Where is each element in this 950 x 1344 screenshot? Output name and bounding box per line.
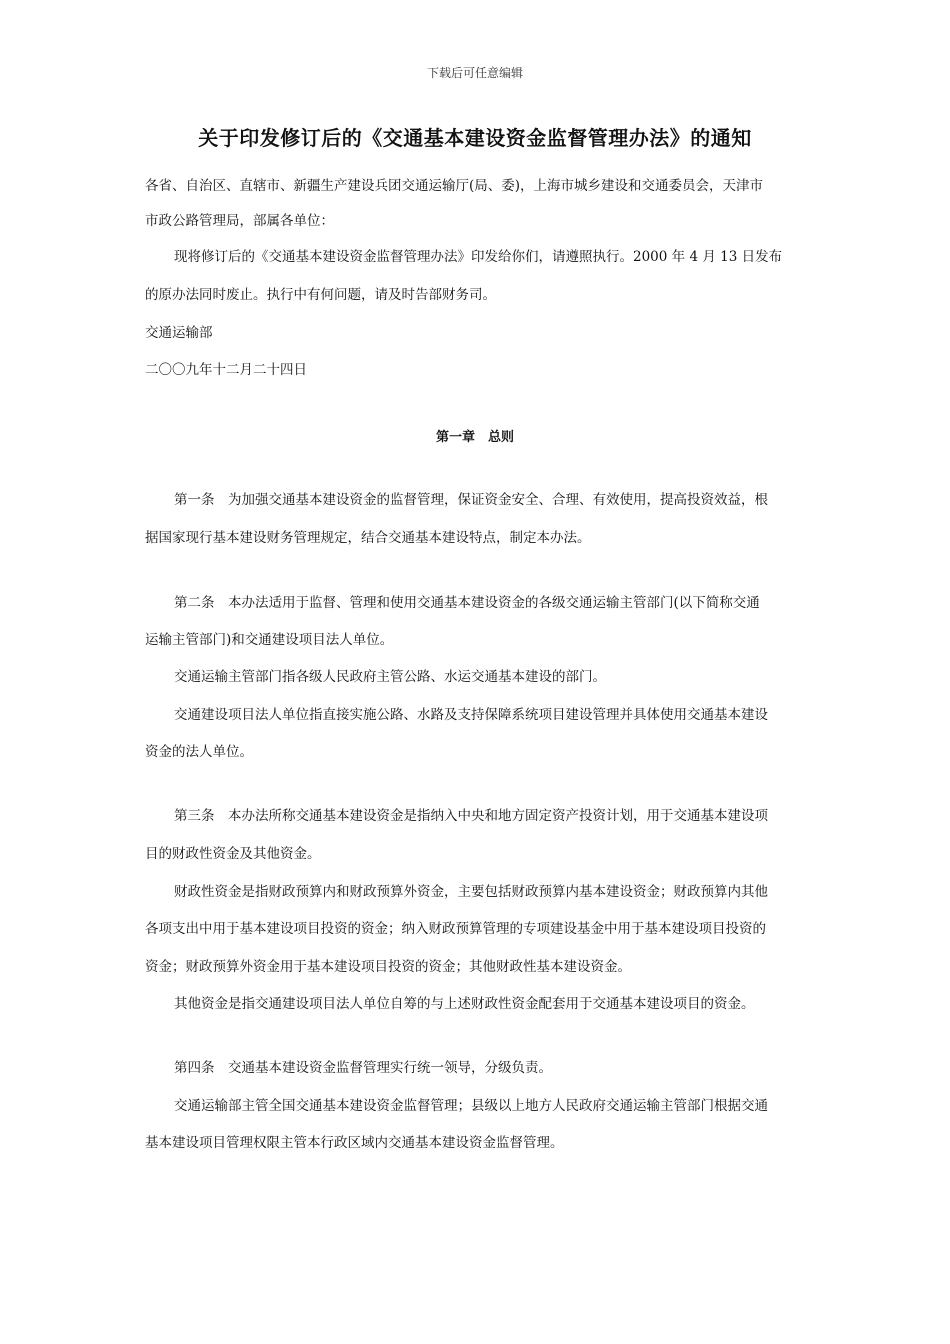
article-2-line: 运输主管部门)和交通建设项目法人单位。	[145, 632, 394, 648]
article-4-line: 第四条 交通基本建设资金监督管理实行统一领导，分级负责。	[174, 1060, 552, 1076]
article-3-line: 目的财政性资金及其他资金。	[145, 846, 321, 862]
article-3-paragraph: 其他资金是指交通建设项目法人单位自筹的与上述财政性资金配套用于交通基本建设项目的资金。	[174, 996, 755, 1012]
document-title: 关于印发修订后的《交通基本建设资金监督管理办法》的通知	[198, 126, 752, 150]
article-3-paragraph: 财政性资金是指财政预算内和财政预算外资金，主要包括财政预算内基本建设资金；财政预算内其他	[174, 884, 768, 900]
signature: 交通运输部	[145, 325, 213, 341]
article-4-paragraph: 交通运输部主管全国交通基本建设资金监督管理；县级以上地方人民政府交通运输主管部门根据交通	[174, 1098, 768, 1114]
page-header: 下载后可任意编辑	[426, 66, 523, 80]
article-2-paragraph: 交通建设项目法人单位指直接实施公路、水路及支持保障系统项目建设管理并具体使用交通基本建设	[174, 707, 768, 723]
notice-body-line: 的原办法同时废止。执行中有何问题，请及时告部财务司。	[145, 287, 496, 303]
article-3-line: 第三条 本办法所称交通基本建设资金是指纳入中央和地方固定资产投资计划，用于交通基本建设项	[174, 808, 768, 824]
article-1-line: 据国家现行基本建设财务管理规定，结合交通基本建设特点，制定本办法。	[145, 530, 591, 546]
article-3-paragraph: 资金；财政预算外资金用于基本建设项目投资的资金；其他财政性基本建设资金。	[145, 959, 631, 975]
issue-date: 二〇〇九年十二月二十四日	[145, 362, 307, 378]
article-2-line: 第二条 本办法适用于监督、管理和使用交通基本建设资金的各级交通运输主管部门(以下简称交通	[174, 595, 760, 611]
article-4-paragraph: 基本建设项目管理权限主管本行政区域内交通基本建设资金监督管理。	[145, 1135, 564, 1151]
notice-body-line: 现将修订后的《交通基本建设资金监督管理办法》印发给你们，请遵照执行。2000 年 4 月 13 日发布	[174, 249, 783, 265]
article-2-paragraph: 交通运输主管部门指各级人民政府主管公路、水运交通基本建设的部门。	[174, 669, 606, 685]
article-2-paragraph: 资金的法人单位。	[145, 744, 253, 760]
addressee-line: 各省、自治区、直辖市、新疆生产建设兵团交通运输厅(局、委)，上海市城乡建设和交通委员会，天津市	[145, 178, 764, 194]
addressee-line: 市政公路管理局，部属各单位：	[145, 213, 334, 229]
article-3-paragraph: 各项支出中用于基本建设项目投资的资金；纳入财政预算管理的专项建设基金中用于基本建设项目投资的	[145, 921, 766, 937]
chapter-heading: 第一章 总则	[435, 430, 514, 445]
article-1-line: 第一条 为加强交通基本建设资金的监督管理，保证资金安全、合理、有效使用，提高投资效益，根	[174, 492, 768, 508]
